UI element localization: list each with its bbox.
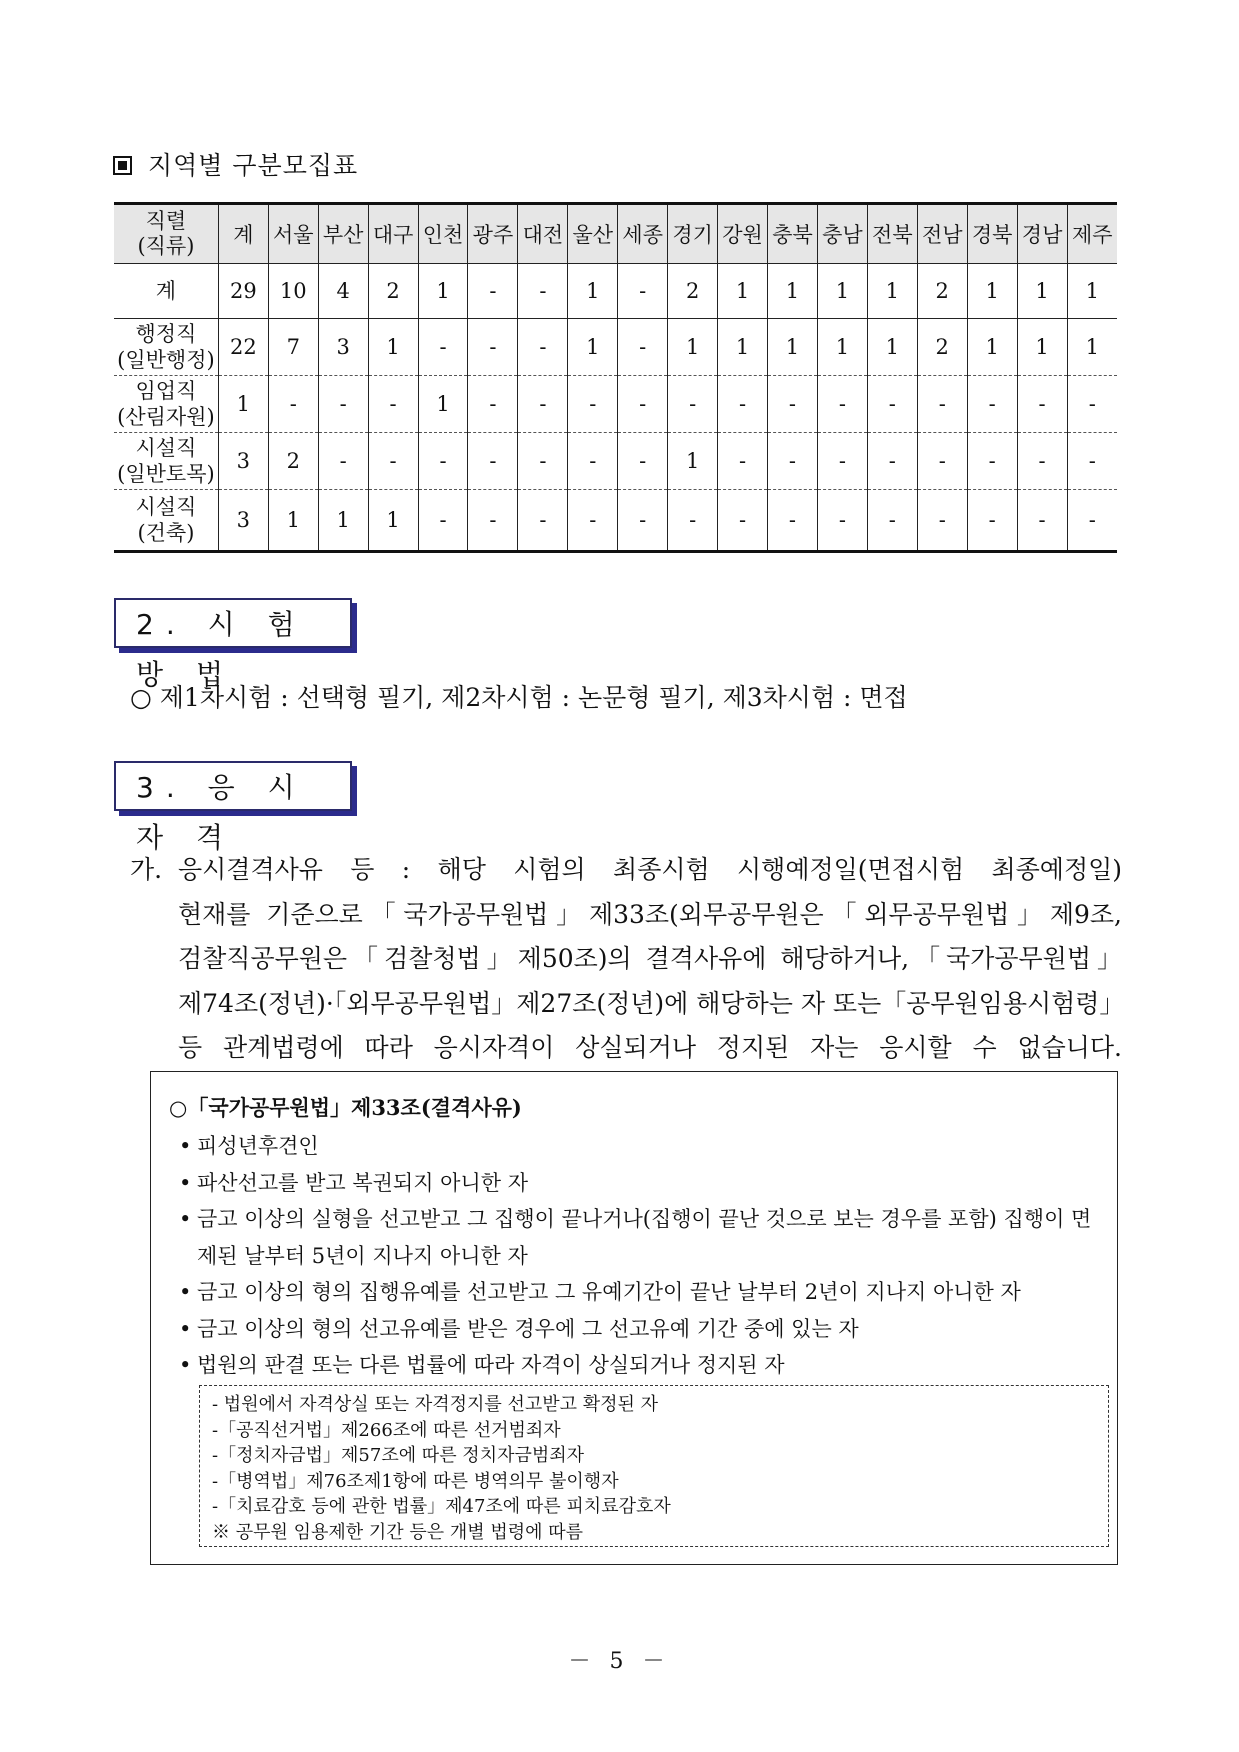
disqualification-list <box>179 1128 1109 1384</box>
column-header: 제주 <box>1067 204 1117 264</box>
table-cell: - <box>518 319 568 376</box>
table-cell: - <box>468 376 518 433</box>
table-cell: 4 <box>318 264 368 319</box>
list-item: • 피성년후견인 <box>179 1128 1109 1165</box>
column-header: 전남 <box>917 204 967 264</box>
table-cell: - <box>718 490 768 552</box>
table-cell: - <box>917 376 967 433</box>
table-cell: - <box>518 433 568 490</box>
table-cell: 1 <box>318 490 368 552</box>
table-cell: - <box>418 433 468 490</box>
column-header: 계 <box>218 204 268 264</box>
table-cell: - <box>718 376 768 433</box>
column-header: 대전 <box>518 204 568 264</box>
table-cell: 3 <box>318 319 368 376</box>
table-cell: 1 <box>1067 319 1117 376</box>
table-cell: 1 <box>1017 319 1067 376</box>
table-cell: 2 <box>668 264 718 319</box>
table-cell: - <box>318 376 368 433</box>
column-header: 대구 <box>368 204 418 264</box>
table-cell: - <box>967 433 1017 490</box>
table-cell: 1 <box>718 319 768 376</box>
row-label: 시설직 (일반토목) <box>114 433 218 490</box>
table-cell: - <box>468 433 518 490</box>
paragraph-line: 제74조(정년)·「외무공무원법」제27조(정년)에 해당하는 자 또는「공무원임용시험령」 <box>178 988 1125 1018</box>
list-item: • 금고 이상의 형의 선고유예를 받은 경우에 그 선고유예 기간 중에 있는 자 <box>179 1311 1109 1348</box>
column-header: 경북 <box>967 204 1017 264</box>
table-cell: - <box>568 433 618 490</box>
table-cell: - <box>618 433 668 490</box>
table-cell: 1 <box>967 264 1017 319</box>
table-cell: 29 <box>218 264 268 319</box>
item-marker: 가. <box>130 855 163 884</box>
table-cell: - <box>518 490 568 552</box>
table-cell: - <box>468 490 518 552</box>
table-cell: 1 <box>817 264 867 319</box>
table-cell: - <box>1017 433 1067 490</box>
table-cell: 1 <box>568 264 618 319</box>
table-cell: 1 <box>1017 264 1067 319</box>
column-header: 인천 <box>418 204 468 264</box>
table-cell: - <box>768 433 818 490</box>
table-cell: - <box>468 319 518 376</box>
table-cell: 7 <box>268 319 318 376</box>
column-header: 광주 <box>468 204 518 264</box>
table-cell: - <box>1017 490 1067 552</box>
table-cell: 1 <box>368 490 418 552</box>
table-cell: - <box>718 433 768 490</box>
table-cell: 1 <box>418 376 468 433</box>
column-header: 부산 <box>318 204 368 264</box>
regional-quota-table <box>114 202 1117 553</box>
table-cell: 1 <box>218 376 268 433</box>
table-cell: 1 <box>1067 264 1117 319</box>
column-header: 서울 <box>268 204 318 264</box>
table-row <box>114 490 1117 552</box>
table-cell: - <box>867 376 917 433</box>
table-cell: 1 <box>418 264 468 319</box>
table-cell: - <box>817 433 867 490</box>
table-cell: - <box>418 490 468 552</box>
table-cell: 3 <box>218 490 268 552</box>
table-row <box>114 264 1117 319</box>
header-job-series: 직렬 (직류) <box>114 204 218 264</box>
section-heading-eligibility: 3. 응 시 자 격 <box>114 761 352 811</box>
table-cell: 1 <box>768 319 818 376</box>
table-cell: - <box>817 490 867 552</box>
paragraph-line: 현재를 기준으로「국가공무원법」제33조(외무공무원은「외무공무원법」제9조, <box>178 899 1122 929</box>
table-cell: - <box>568 376 618 433</box>
sub-list-item: -「정치자금법」제57조에 따른 정치자금범죄자 <box>212 1445 585 1466</box>
table-cell: - <box>618 319 668 376</box>
quota-section-title: 지역별 구분모집표 <box>113 146 358 182</box>
table-cell: - <box>668 376 718 433</box>
column-header: 경남 <box>1017 204 1067 264</box>
table-row <box>114 319 1117 376</box>
column-header: 강원 <box>718 204 768 264</box>
table-cell: 10 <box>268 264 318 319</box>
table-cell: 1 <box>867 264 917 319</box>
table-cell: 3 <box>218 433 268 490</box>
column-header: 충남 <box>817 204 867 264</box>
table-cell: 1 <box>368 319 418 376</box>
table-cell: 1 <box>768 264 818 319</box>
disqualification-law-box <box>150 1071 1118 1565</box>
table-cell: - <box>368 376 418 433</box>
table-cell: - <box>867 490 917 552</box>
table-cell: - <box>967 376 1017 433</box>
table-cell: - <box>917 490 967 552</box>
row-label: 시설직 (건축) <box>114 490 218 552</box>
exam-method-bullet: ○ 제1차시험 : 선택형 필기, 제2차시험 : 논문형 필기, 제3차시험 : 면접 <box>130 683 908 712</box>
table-cell: - <box>368 433 418 490</box>
column-header: 경기 <box>668 204 718 264</box>
table-cell: - <box>1067 490 1117 552</box>
row-label: 임업직 (산림자원) <box>114 376 218 433</box>
law-box-title: ○「국가공무원법」제33조(결격사유) <box>169 1095 522 1120</box>
table-cell: 1 <box>718 264 768 319</box>
table-cell: 1 <box>668 433 718 490</box>
table-cell: - <box>618 490 668 552</box>
table-cell: 1 <box>867 319 917 376</box>
paragraph-line: 검찰직공무원은「검찰청법」제50조)의 결격사유에 해당하거나,「국가공무원법」 <box>178 944 1122 973</box>
filled-square-icon <box>113 156 132 175</box>
paragraph-line: 등 관계법령에 따라 응시자격이 상실되거나 정지된 자는 응시할 수 없습니다. <box>178 1033 1122 1062</box>
table-cell: - <box>917 433 967 490</box>
table-cell: - <box>468 264 518 319</box>
page-number: － 5 － <box>568 1649 671 1674</box>
eligibility-paragraph <box>130 848 1125 1071</box>
row-label: 계 <box>114 264 218 319</box>
list-item: • 법원의 판결 또는 다른 법률에 따라 자격이 상실되거나 정지된 자 <box>179 1347 1109 1384</box>
table-cell: - <box>668 490 718 552</box>
list-item: • 파산선고를 받고 복권되지 아니한 자 <box>179 1165 1109 1202</box>
row-label: 행정직 (일반행정) <box>114 319 218 376</box>
table-cell: - <box>768 490 818 552</box>
table-cell: 1 <box>568 319 618 376</box>
table-cell: - <box>318 433 368 490</box>
table-cell: 1 <box>668 319 718 376</box>
table-cell: - <box>817 376 867 433</box>
table-cell: 1 <box>817 319 867 376</box>
table-cell: - <box>518 264 568 319</box>
table-cell: 2 <box>917 264 967 319</box>
sub-list-item: -「공직선거법」제266조에 따른 선거범죄자 <box>212 1419 561 1441</box>
table-cell: - <box>518 376 568 433</box>
sub-criteria-box <box>199 1385 1109 1547</box>
column-header: 세종 <box>618 204 668 264</box>
table-row <box>114 376 1117 433</box>
sub-list-item: -「치료감호 등에 관한 법률」제47조에 따른 피치료감호자 <box>212 1496 671 1517</box>
table-cell: - <box>867 433 917 490</box>
table-cell: - <box>268 376 318 433</box>
table-row <box>114 433 1117 490</box>
table-cell: - <box>768 376 818 433</box>
paragraph-line: 가. 응시결격사유 등 : 해당 시험의 최종시험 시행예정일(면접시험 최종예정일) <box>130 848 1122 893</box>
table-cell: - <box>618 376 668 433</box>
table-cell: - <box>967 490 1017 552</box>
table-cell: - <box>1067 433 1117 490</box>
table-cell: - <box>618 264 668 319</box>
column-header: 울산 <box>568 204 618 264</box>
sub-list-item: -「병역법」제76조제1항에 따른 병역의무 불이행자 <box>212 1470 619 1492</box>
sub-list-item: ※ 공무원 임용제한 기간 등은 개별 법령에 따름 <box>212 1521 584 1543</box>
table-cell: 2 <box>268 433 318 490</box>
table-cell: - <box>1017 376 1067 433</box>
table-cell: 1 <box>967 319 1017 376</box>
list-item: • 금고 이상의 실형을 선고받고 그 집행이 끝나거나(집행이 끝난 것으로 보는 경우를 포함) 집행이 면제된 날부터 5년이 지나지 아니한 자 <box>179 1201 1109 1274</box>
table-cell: - <box>568 490 618 552</box>
table-cell: 2 <box>368 264 418 319</box>
table-cell: 2 <box>917 319 967 376</box>
table-cell: 1 <box>268 490 318 552</box>
list-item: • 금고 이상의 형의 집행유예를 선고받고 그 유예기간이 끝난 날부터 2년이 지나지 아니한 자 <box>179 1274 1109 1311</box>
table-cell: 22 <box>218 319 268 376</box>
table-cell: - <box>418 319 468 376</box>
table-header-row <box>114 204 1117 264</box>
sub-list-item: - 법원에서 자격상실 또는 자격정지를 선고받고 확정된 자 <box>212 1394 659 1415</box>
column-header: 전북 <box>867 204 917 264</box>
sub-criteria-list <box>212 1392 1108 1545</box>
table-cell: - <box>1067 376 1117 433</box>
column-header: 충북 <box>768 204 818 264</box>
section-heading-exam-method: 2. 시 험 방 법 <box>114 598 352 648</box>
